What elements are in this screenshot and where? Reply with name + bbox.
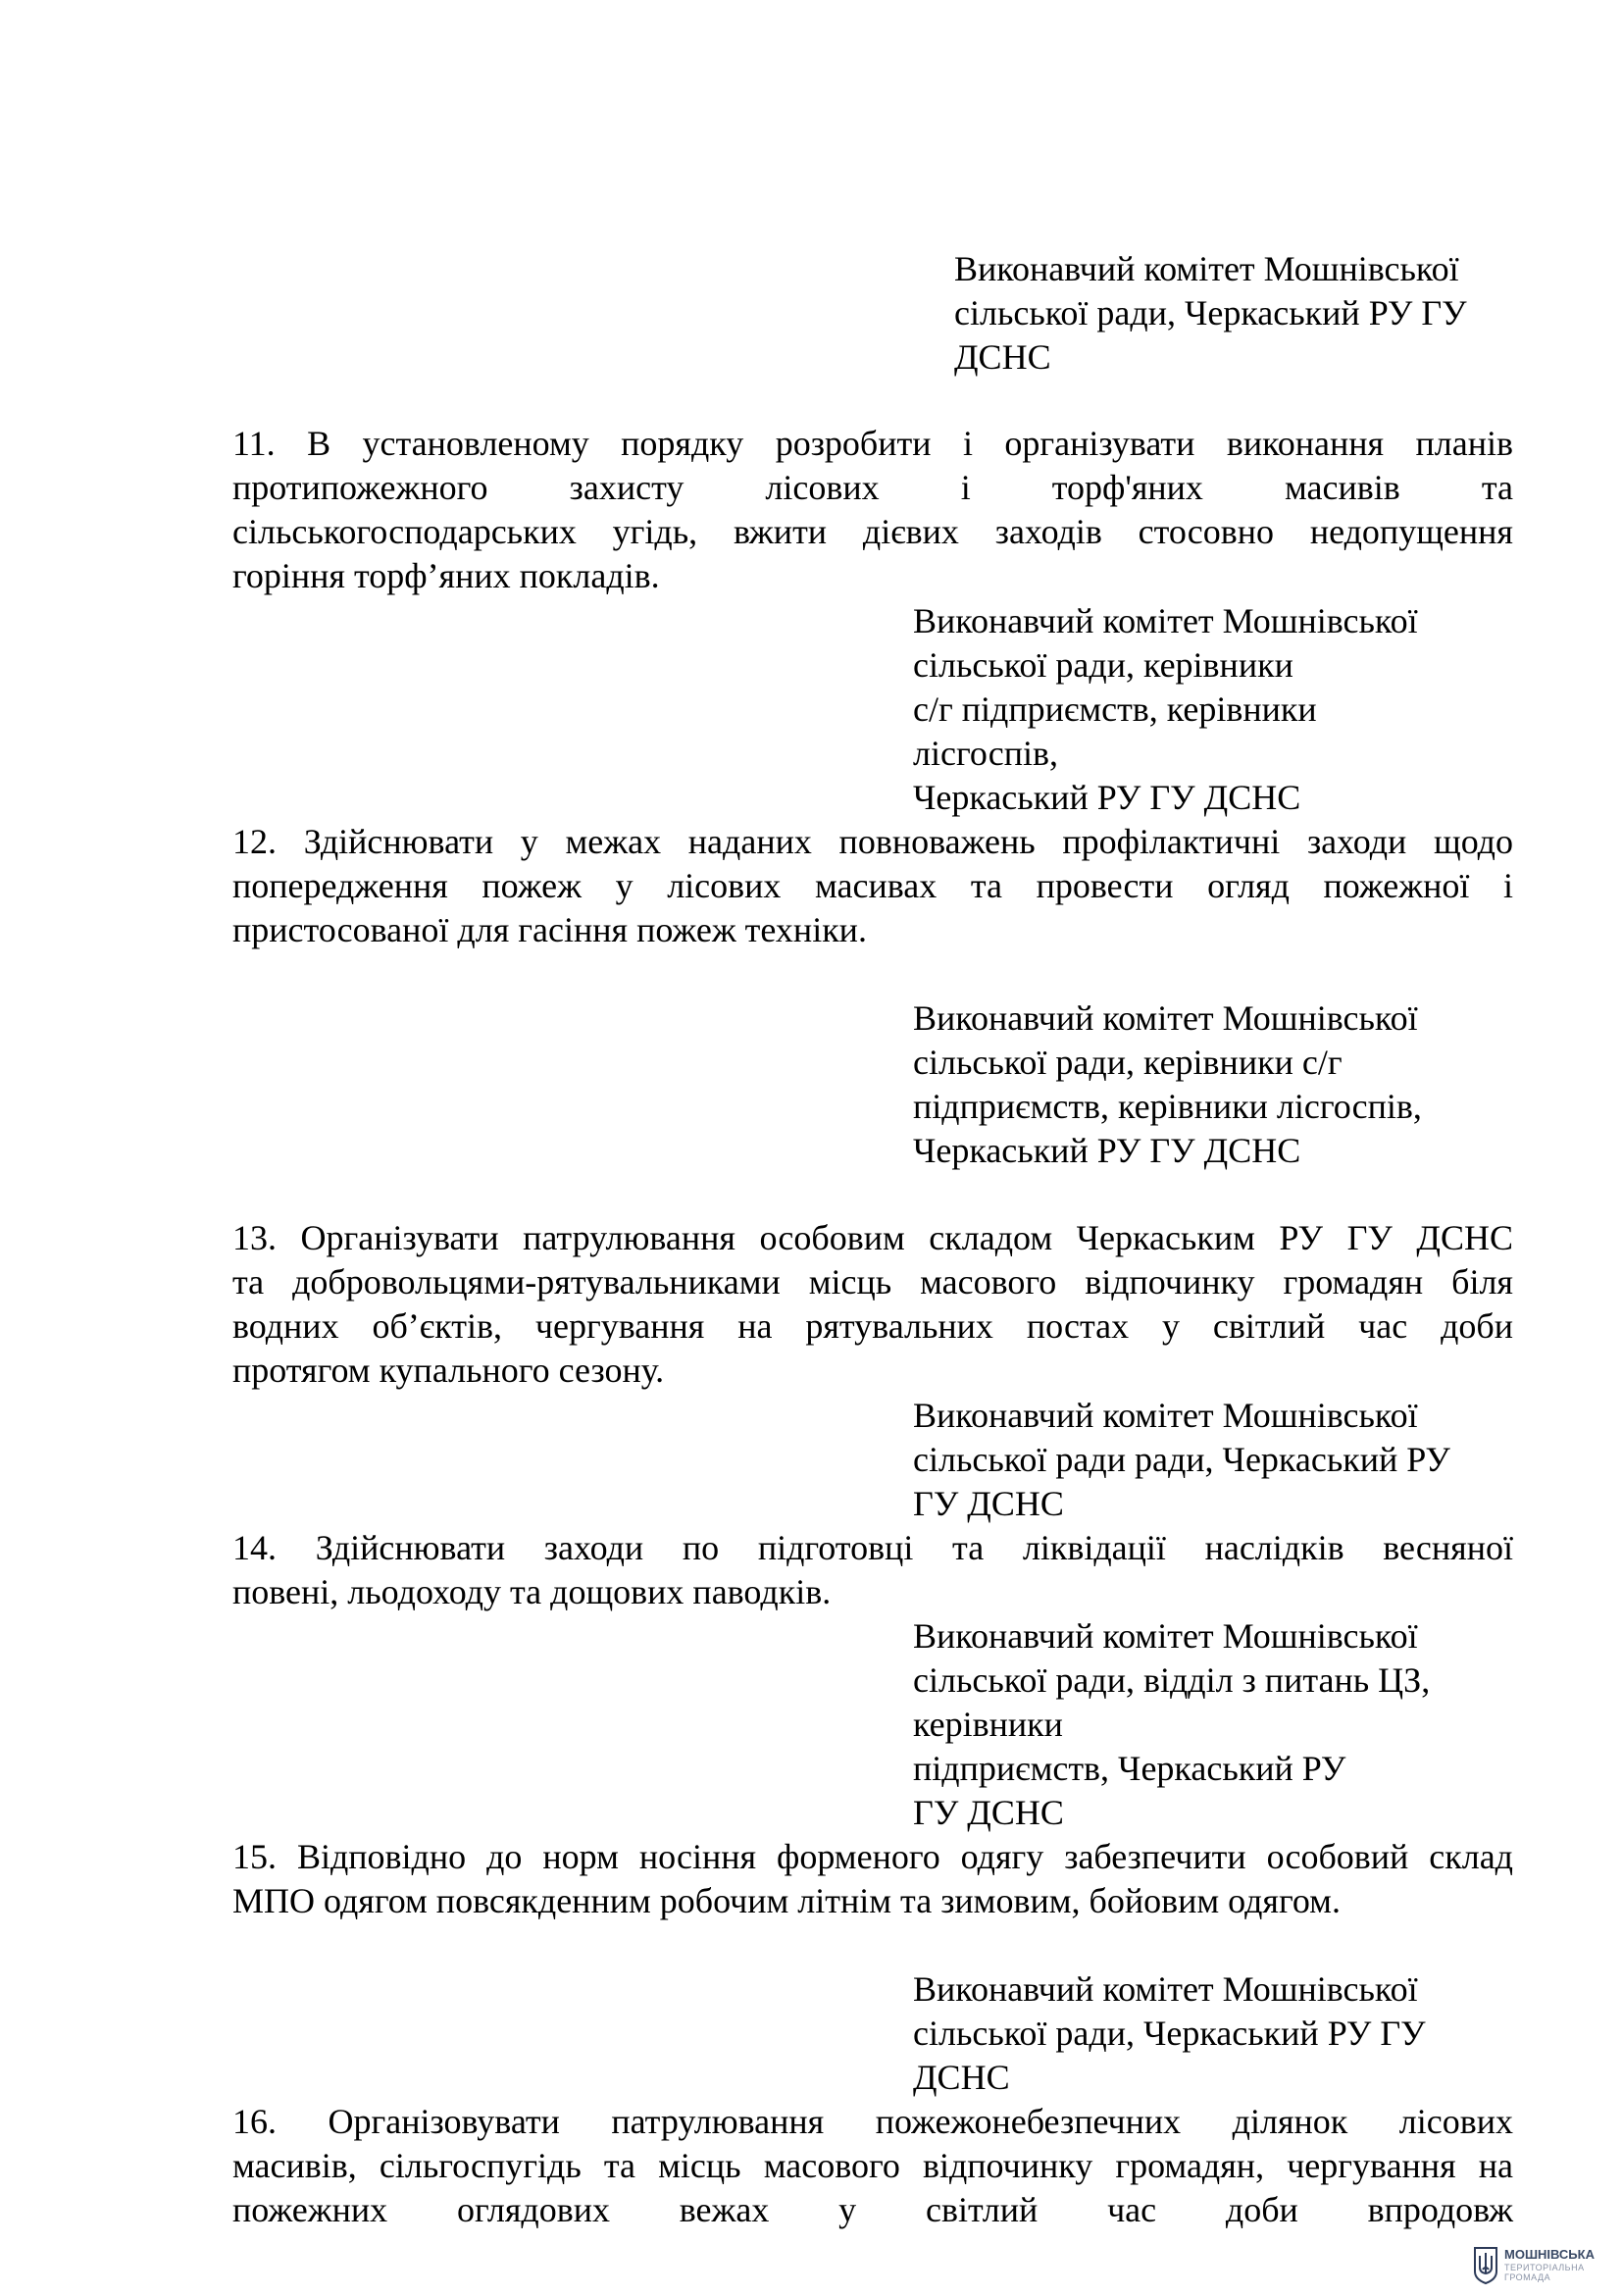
text-line: протипожежного захисту лісових і торф'яних масивів та (232, 468, 1513, 507)
text-line: сільської ради, Черкаський РУ ГУ (954, 293, 1467, 332)
text-line: та добровольцями-рятувальниками місць масового відпочинку громадян біля (232, 1262, 1513, 1301)
text-line: сільської ради, Черкаський РУ ГУ (913, 2014, 1426, 2053)
text-line: горіння торф’яних покладів. (232, 556, 660, 595)
logo-subtitle: ТЕРИТОРІАЛЬНА (1504, 2263, 1585, 2272)
text-line: сільської ради ради, Черкаський РУ (913, 1440, 1450, 1479)
text-line: Виконавчий комітет Мошнівської (913, 998, 1418, 1038)
text-line: 16. Організовувати патрулювання пожежонебезпечних ділянок лісових (232, 2102, 1513, 2141)
text-line: МПО одягом повсякденним робочим літнім та зимовим, бойовим одягом. (232, 1881, 1341, 1920)
text-line: 11. В установленому порядку розробити і організувати виконання планів (232, 424, 1513, 463)
text-line: сільськогосподарських угідь, вжити дієвих заходів стосовно недопущення (232, 512, 1513, 551)
text-line: Черкаський РУ ГУ ДСНС (913, 1131, 1301, 1170)
text-line: пристосованої для гасіння пожеж техніки. (232, 910, 867, 949)
responsible-block-14 (913, 1614, 1430, 1835)
text-line: Виконавчий комітет Мошнівської (954, 249, 1459, 288)
text-line: водних об’єктів, чергування на рятувальних постах у світлий час доби (232, 1306, 1513, 1346)
text-line: сільської ради, керівники (913, 645, 1293, 685)
paragraph-14 (232, 1526, 1513, 1614)
trident-crest-icon (1473, 2246, 1498, 2285)
text-line: Виконавчий комітет Мошнівської (913, 1616, 1418, 1656)
text-line: 15. Відповідно до норм носіння форменого одягу забезпечити особовий склад (232, 1837, 1513, 1876)
text-line: 13. Організувати патрулювання особовим складом Черкаським РУ ГУ ДСНС (232, 1218, 1513, 1257)
text-line: підприємств, Черкаський РУ (913, 1749, 1346, 1788)
text-line: підприємств, керівники лісгоспів, (913, 1087, 1422, 1126)
text-line: масивів, сільгоспугідь та місць масового відпочинку громадян, чергування на (232, 2146, 1513, 2185)
responsible-block-intro (954, 247, 1467, 380)
text-line: пожежних оглядових вежах у світлий час доби впродовж (232, 2190, 1513, 2229)
responsible-block-12 (913, 996, 1422, 1173)
text-line: 12. Здійснювати у межах наданих повноважень профілактичні заходи щодо (232, 822, 1513, 861)
text-line: повені, льодоходу та дощових паводків. (232, 1572, 832, 1611)
text-line: ГУ ДСНС (913, 1484, 1064, 1523)
text-line: попередження пожеж у лісових масивах та провести огляд пожежної і (232, 866, 1513, 905)
text-line: Виконавчий комітет Мошнівської (913, 1396, 1418, 1435)
text-line: Виконавчий комітет Мошнівської (913, 1969, 1418, 2009)
paragraph-16 (232, 2100, 1513, 2232)
text-line: ДСНС (913, 2058, 1010, 2097)
text-line: лісгоспів, (913, 734, 1058, 773)
responsible-block-11 (913, 599, 1418, 820)
text-line: 14. Здійснювати заходи по підготовці та ліквідації наслідків весняної (232, 1528, 1513, 1567)
responsible-block-15 (913, 1967, 1426, 2100)
community-logo (1473, 2246, 1620, 2289)
text-line: сільської ради, керівники с/г (913, 1043, 1343, 1082)
paragraph-13 (232, 1216, 1513, 1393)
text-line: Черкаський РУ ГУ ДСНС (913, 778, 1301, 817)
text-line: протягом купального сезону. (232, 1351, 665, 1390)
logo-title: МОШНІВСЬКА (1504, 2247, 1595, 2262)
text-line: с/г підприємств, керівники (913, 689, 1317, 729)
text-line: керівники (913, 1705, 1063, 1744)
text-line: ДСНС (954, 337, 1051, 377)
text-line: сільської ради, відділ з питань ЦЗ, (913, 1660, 1431, 1700)
text-line: ГУ ДСНС (913, 1793, 1064, 1832)
paragraph-12 (232, 820, 1513, 952)
paragraph-11 (232, 422, 1513, 598)
text-line: Виконавчий комітет Мошнівської (913, 601, 1418, 640)
paragraph-15 (232, 1835, 1513, 1923)
logo-subtitle: ГРОМАДА (1504, 2272, 1551, 2282)
responsible-block-13 (913, 1394, 1450, 1526)
